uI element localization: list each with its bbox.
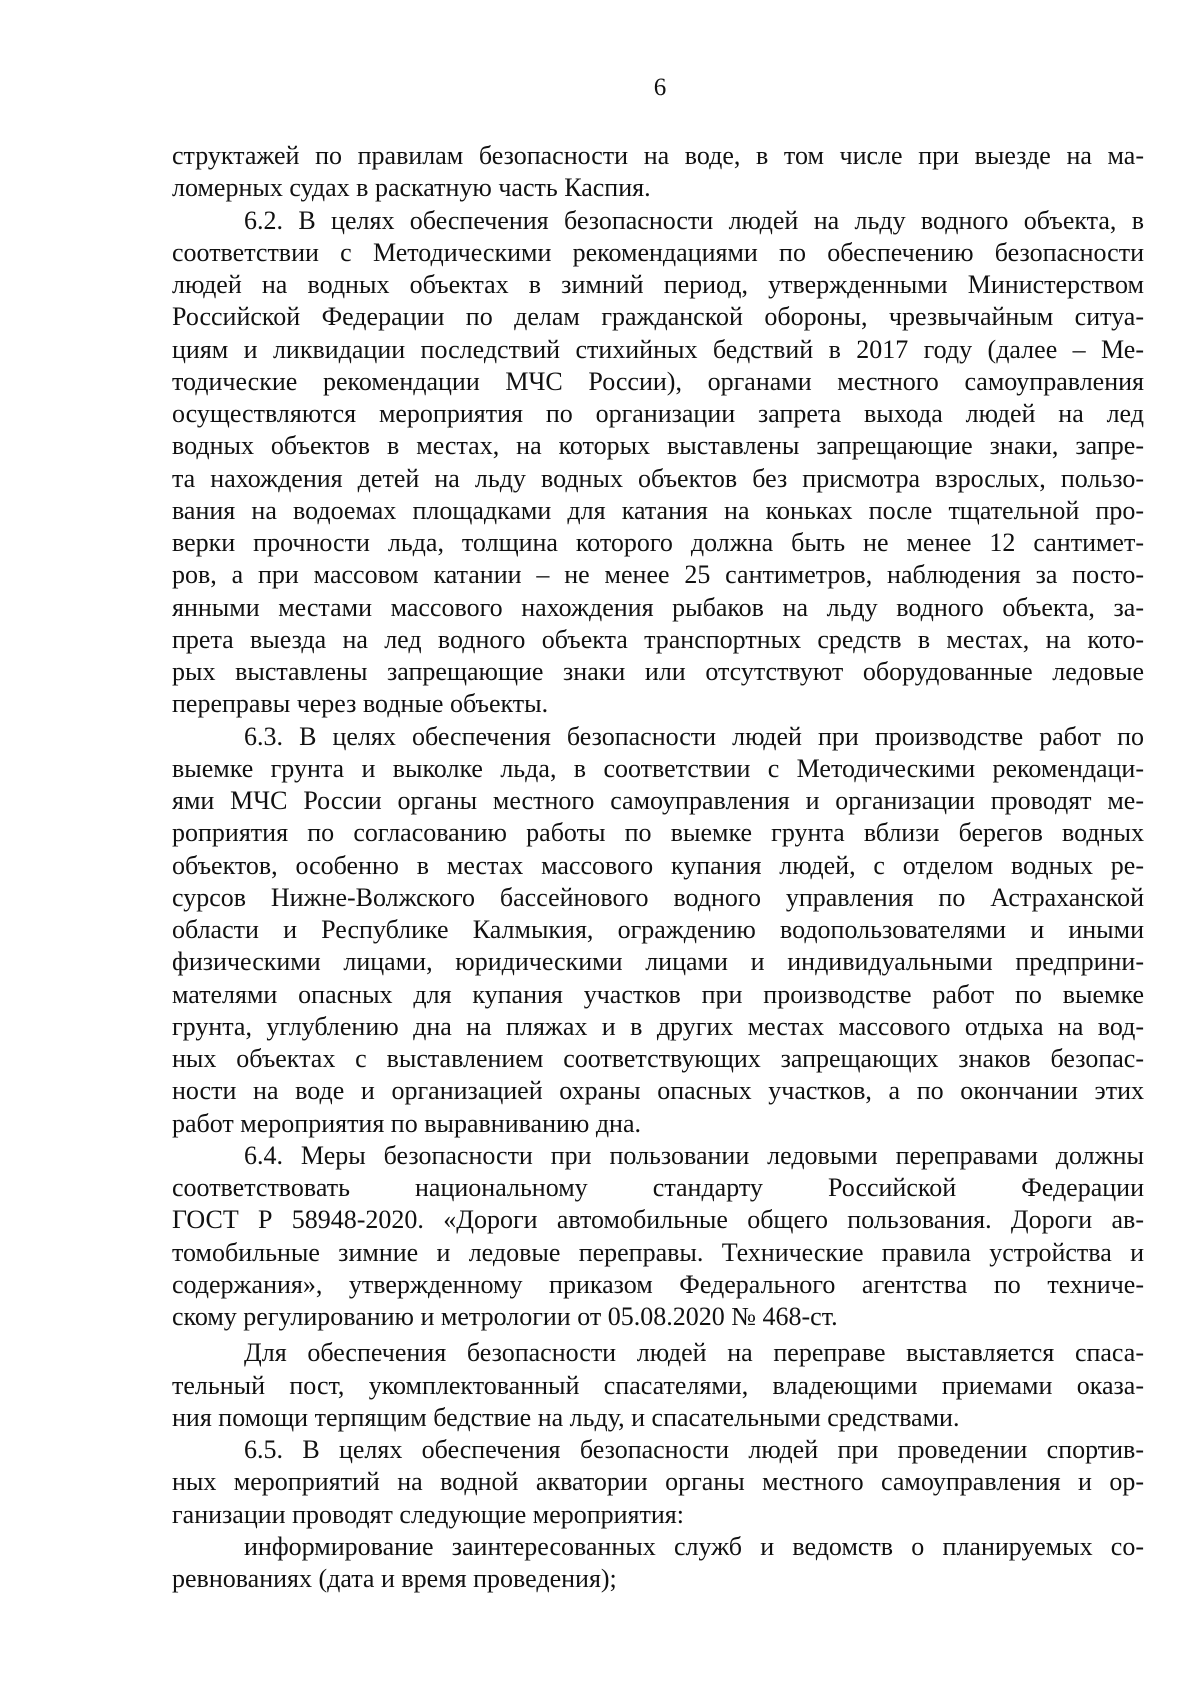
text-line: янными местами массового нахождения рыбаков на льду водного объекта, за- xyxy=(172,592,1144,622)
text-line: ревнованиях (дата и время проведения); xyxy=(172,1564,617,1593)
text-line: осуществляются мероприятия по организации запрета выхода людей на лед xyxy=(172,399,1144,428)
text-line: верки прочности льда, толщина которого должна быть не менее 12 сантимет- xyxy=(172,528,1144,557)
text-line: ров, а при массовом катании – не менее 25 сантиметров, наблюдения за посто- xyxy=(172,560,1144,590)
text-line: ганизации проводят следующие мероприятия: xyxy=(172,1499,684,1529)
text-line: тельный пост, укомплектованный спасателями, владеющими приемами оказа- xyxy=(172,1370,1144,1400)
text-line: соответствии с Методическими рекомендациями по обеспечению безопасности xyxy=(172,237,1144,267)
paragraph-6-4 xyxy=(172,1140,1144,1334)
text-line: выемке грунта и выколке льда, в соответствии с Методическими рекомендаци- xyxy=(172,753,1144,783)
text-line: структажей по правилам безопасности на воде, в том числе при выезде на ма- xyxy=(172,141,1144,170)
text-line: сурсов Нижне-Волжского бассейнового водного управления по Астраханской xyxy=(172,882,1144,912)
paragraph-6-2 xyxy=(172,205,1144,721)
paragraph-6-3 xyxy=(172,721,1144,1140)
text-line: циям и ликвидации последствий стихийных бедствий в 2017 году (далее – Ме- xyxy=(172,334,1144,364)
text-line: 6.4. Меры безопасности при пользовании ледовыми переправами должны xyxy=(244,1140,1144,1170)
text-line: работ мероприятия по выравниванию дна. xyxy=(172,1108,642,1138)
text-line: содержания», утвержденному приказом Федерального агентства по техниче- xyxy=(172,1269,1144,1299)
text-line: Для обеспечения безопасности людей на переправе выставляется спаса- xyxy=(244,1338,1144,1368)
text-line: объектов, особенно в местах массового купания людей, с отделом водных ре- xyxy=(172,850,1144,880)
text-line: ности на воде и организацией охраны опасных участков, а по окончании этих xyxy=(172,1076,1144,1106)
text-line: ных мероприятий на водной акватории органы местного самоуправления и ор- xyxy=(172,1467,1144,1497)
text-line: 6.5. В целях обеспечения безопасности людей при проведении спортив- xyxy=(244,1435,1144,1464)
text-line: томобильные зимние и ледовые переправы. Технические правила устройства и xyxy=(172,1237,1144,1267)
text-line: тодические рекомендации МЧС России), органами местного самоуправления xyxy=(172,366,1144,396)
text-line: переправы через водные объекты. xyxy=(172,689,549,719)
paragraph-rescue-post xyxy=(172,1337,1144,1434)
document-body xyxy=(172,140,1144,1595)
text-line: людей на водных объектах в зимний период, утвержденными Министерством xyxy=(172,270,1144,299)
text-line: скому регулированию и метрологии от 05.08.2020 № 468-ст. xyxy=(172,1302,838,1331)
text-line: соответствовать национальному стандарту Российской Федерации xyxy=(172,1173,1144,1202)
text-line: рых выставлены запрещающие знаки или отсутствуют оборудованные ледовые xyxy=(172,657,1144,686)
paragraph-informing xyxy=(172,1531,1144,1596)
paragraph-continuation xyxy=(172,140,1144,205)
paragraph-6-5 xyxy=(172,1434,1144,1531)
text-line: 6.2. В целях обеспечения безопасности людей на льду водного объекта, в xyxy=(244,205,1144,235)
page-number: 6 xyxy=(653,74,667,101)
text-line: физическими лицами, юридическими лицами и индивидуальными предприни- xyxy=(172,947,1144,977)
text-line: ями МЧС России органы местного самоуправления и организации проводят ме- xyxy=(172,786,1144,815)
text-line: 6.3. В целях обеспечения безопасности людей при производстве работ по xyxy=(244,721,1144,751)
text-line: ломерных судах в раскатную часть Каспия. xyxy=(172,173,651,203)
text-line: ных объектах с выставлением соответствующих запрещающих знаков безопас- xyxy=(172,1044,1144,1073)
text-line: та нахождения детей на льду водных объектов без присмотра взрослых, пользо- xyxy=(172,463,1144,493)
text-line: Российской Федерации по делам гражданской обороны, чрезвычайным ситуа- xyxy=(172,302,1144,332)
text-line: роприятия по согласованию работы по выемке грунта вблизи берегов водных xyxy=(172,818,1144,848)
text-line: ния помощи терпящим бедствие на льду, и спасательными средствами. xyxy=(172,1402,960,1432)
text-line: ГОСТ Р 58948-2020. «Дороги автомобильные общего пользования. Дороги ав- xyxy=(172,1205,1144,1235)
text-line: вания на водоемах площадками для катания на коньках после тщательной про- xyxy=(172,495,1144,525)
text-line: водных объектов в местах, на которых выставлены запрещающие знаки, запре- xyxy=(172,431,1144,461)
text-line: прета выезда на лед водного объекта транспортных средств в местах, на кото- xyxy=(172,624,1144,654)
text-line: информирование заинтересованных служб и ведомств о планируемых со- xyxy=(244,1531,1144,1561)
text-line: грунта, углублению дна на пляжах и в других местах массового отдыха на вод- xyxy=(172,1011,1144,1041)
text-line: мателями опасных для купания участков при производстве работ по выемке xyxy=(172,979,1144,1009)
text-line: области и Республике Калмыкия, ограждению водопользователями и иными xyxy=(172,915,1144,944)
